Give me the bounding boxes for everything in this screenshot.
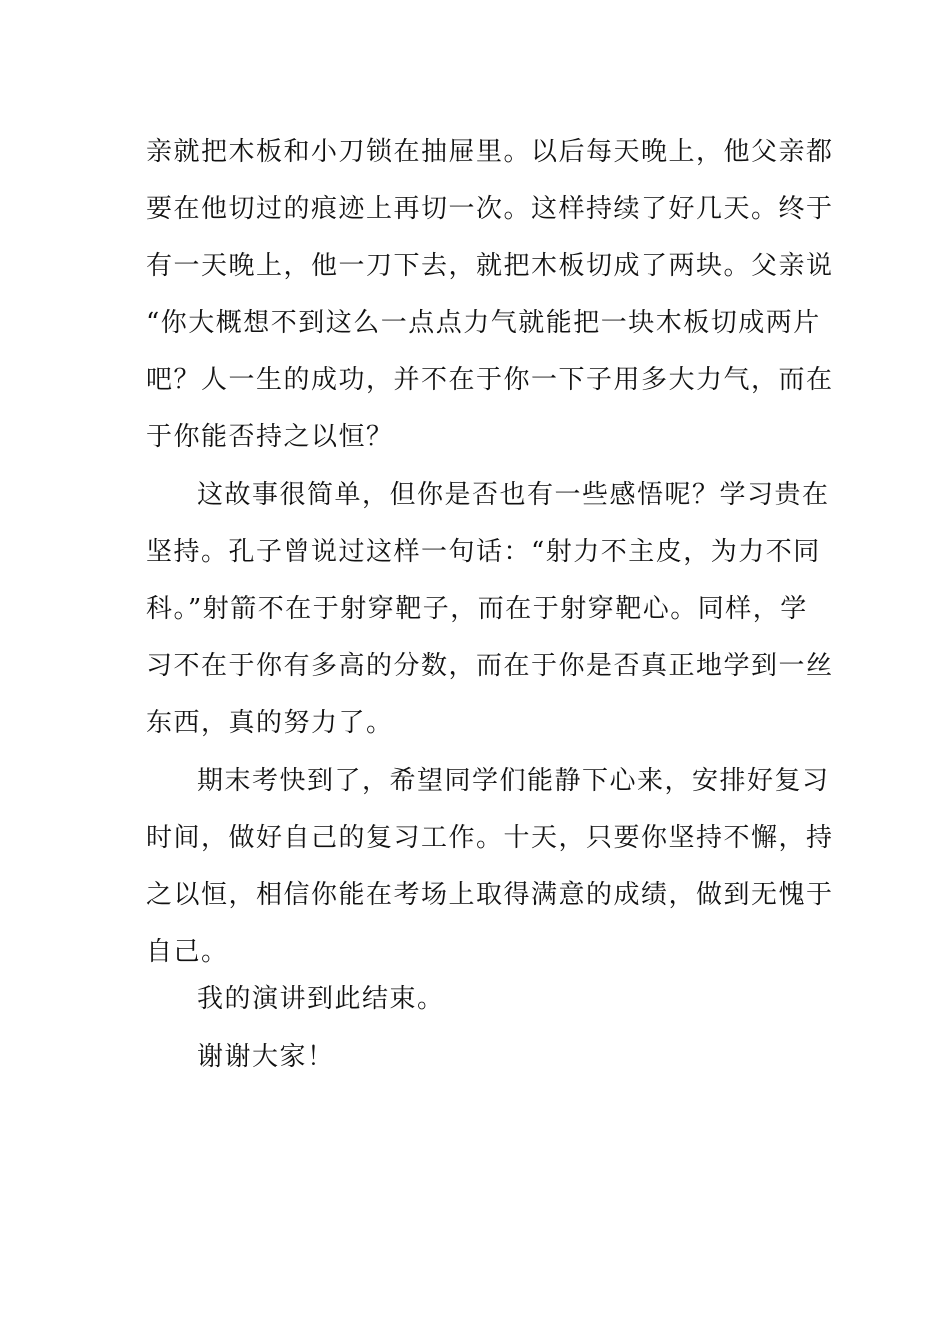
text-line: 有一天晚上，他一刀下去，就把木板切成了两块。父亲说 <box>146 251 834 281</box>
text-line: 之以恒，相信你能在考场上取得满意的成绩，做到无愧于 <box>146 880 834 910</box>
thanks-statement: 谢谢大家！ <box>197 1042 335 1072</box>
paragraph-exam-advice <box>146 753 834 981</box>
closing-statement: 我的演讲到此结束。 <box>197 984 445 1014</box>
paragraph-reflection <box>146 467 834 752</box>
paragraph-story-ending <box>146 124 834 466</box>
text-line: 坚持。孔子曾说过这样一句话：“射力不主皮，为力不同 <box>146 537 821 567</box>
text-line: 时间，做好自己的复习工作。十天，只要你坚持不懈，持 <box>146 823 834 853</box>
text-line: 期末考快到了，希望同学们能静下心来，安排好复习 <box>197 766 830 796</box>
text-line: 东西，真的努力了。 <box>146 708 394 738</box>
text-line-indented <box>146 467 830 524</box>
text-line: 吧？人一生的成功，并不在于你一下子用多大力气，而在 <box>146 365 834 395</box>
text-line: 自己。 <box>146 937 229 967</box>
text-line: 科。”射箭不在于射穿靶子，而在于射穿靶心。同样，学 <box>146 594 808 624</box>
text-line: 习不在于你有多高的分数，而在于你是否真正地学到一丝 <box>146 651 834 681</box>
text-line-indented <box>146 753 830 810</box>
text-line: 于你能否持之以恒？ <box>146 422 394 452</box>
text-line: 这故事很简单，但你是否也有一些感悟呢？学习贵在 <box>197 480 830 510</box>
text-line: 要在他切过的痕迹上再切一次。这样持续了好几天。终于 <box>146 194 834 224</box>
text-line: 亲就把木板和小刀锁在抽屉里。以后每天晚上，他父亲都 <box>146 137 834 167</box>
text-line: “你大概想不到这么一点点力气就能把一块木板切成两片 <box>146 308 821 338</box>
